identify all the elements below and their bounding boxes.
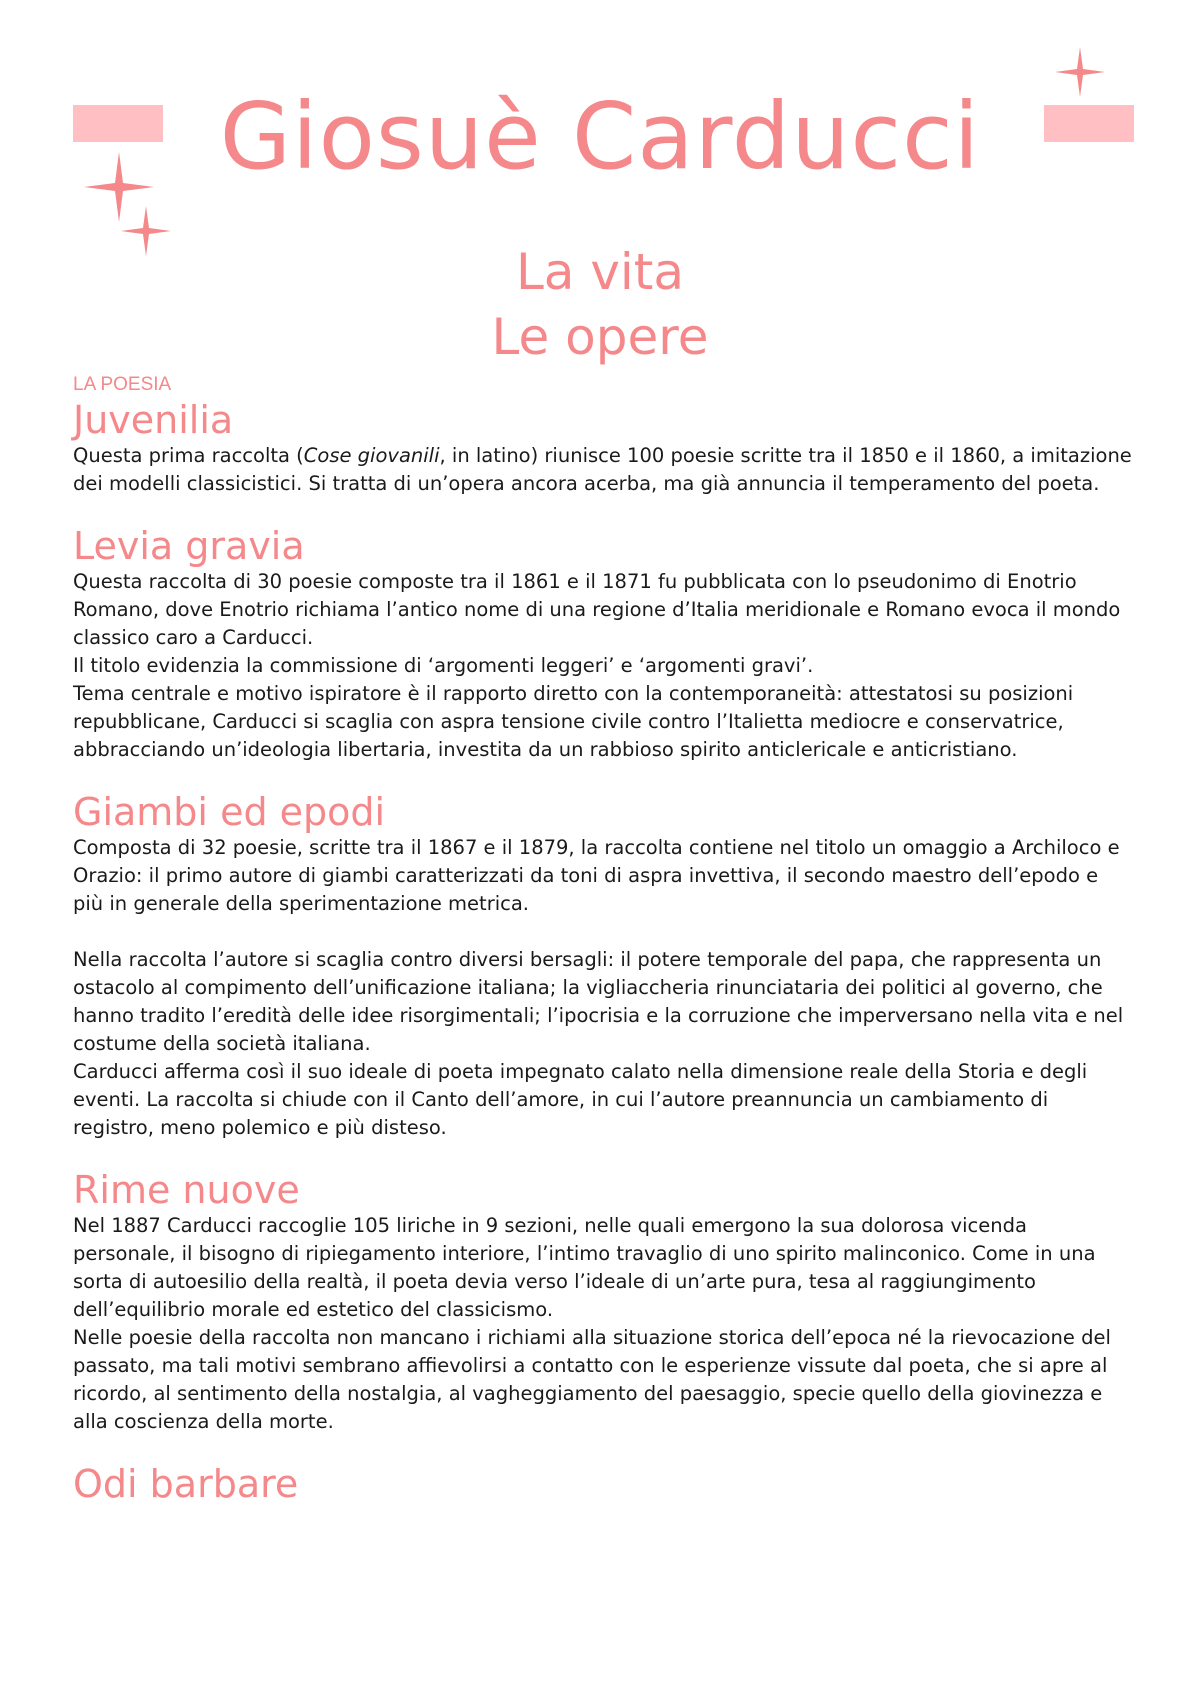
paragraph-rime-nuove-1: Nel 1887 Carducci raccoglie 105 liriche in 9 sezioni, nelle quali emergono la sua dolorosa vicenda personale, il bisogno di ripiegamento interiore, l’intimo travaglio di uno spirito malinconico. Come in una sorta di autoesilio della realtà, il poeta devia verso l’ideale di un’arte pura, tesa al raggiungimento dell’equilibrio morale ed estetico del classicismo. — [73, 1214, 1096, 1321]
section-heading-levia-gravia: Levia gravia — [73, 524, 305, 568]
paragraph-levia-gravia-2: Il titolo evidenzia la commissione di ‘argomenti leggeri’ e ‘argomenti gravi’. — [73, 654, 814, 677]
section-heading-odi-barbare: Odi barbare — [73, 1462, 299, 1506]
document-title: Giosuè Carducci — [219, 83, 981, 190]
subtitle-la-vita: La vita — [515, 243, 685, 301]
paragraph-juvenilia — [73, 442, 1133, 498]
paragraph-levia-gravia-1: Questa raccolta di 30 poesie composte tra il 1861 e il 1871 fu pubblicata con lo pseudonimo di Enotrio Romano, dove Enotrio richiama l’antico nome di una regione d’Italia meridionale e Romano evoca il mondo classico caro a Carducci. — [73, 570, 1121, 649]
paragraph-rime-nuove-2: Nelle poesie della raccolta non mancano i richiami alla situazione storica dell’epoca né la rievocazione del passato, ma tali motivi sembrano affievolirsi a contatto con le esperienze vissute dal poeta, che si apre al ricordo, al sentimento della nostalgia, al vagheggiamento del paesaggio, specie quello della giovinezza e alla coscienza della morte. — [73, 1326, 1111, 1433]
paragraph-levia-gravia-3: Tema centrale e motivo ispiratore è il rapporto diretto con la contemporaneità: attestatosi su posizioni repubblicane, Carducci si scaglia con aspra tensione civile contro l’Italietta mediocre e conservatrice, abbracciando un’ideologia libertaria, investita da un rabbioso spirito anticlericale e anticristiano. — [73, 682, 1074, 761]
italic-text: Cose giovanili — [303, 444, 440, 467]
section-heading-rime-nuove: Rime nuove — [73, 1168, 300, 1212]
paragraph-giambi-3: Carducci afferma così il suo ideale di poeta impegnato calato nella dimensione reale della Storia e degli eventi. La raccolta si chiude con il Canto dell’amore, in cui l’autore preannuncia un cambiamento di registro, meno polemico e più disteso. — [73, 1060, 1088, 1139]
paragraph-giambi-2: Nella raccolta l’autore si scaglia contro diversi bersagli: il potere temporale del papa, che rappresenta un ostacolo al compimento dell’unificazione italiana; la vigliaccheria rinunciataria dei politici al governo, che hanno tradito l’eredità delle idee risorgimentali; l’ipocrisia e la corruzione che imperversano nella vita e nel costume della società italiana. — [73, 948, 1124, 1055]
paragraph-giambi-1: Composta di 32 poesie, scritte tra il 1867 e il 1879, la raccolta contiene nel titolo un omaggio a Archiloco e Orazio: il primo autore di giambi caratterizzati da toni di aspra invettiva, il secondo maestro dell’epodo e più in generale della sperimentazione metrica. — [73, 836, 1120, 915]
section-heading-giambi-ed-epodi: Giambi ed epodi — [73, 790, 386, 834]
paragraph-text: Questa prima raccolta ( — [73, 444, 304, 467]
section-kicker: LA POESIA — [73, 374, 172, 395]
document-body — [73, 372, 1133, 1506]
section-heading-juvenilia: Juvenilia — [73, 398, 234, 442]
subtitle-le-opere: Le opere — [491, 308, 709, 366]
paragraph-text: , in latino) riunisce 100 poesie scritte tra il 1850 e il 1860, a imitazione dei modelli classicistici. Si tratta di un’opera ancora acerba, ma già annuncia il temperamento del poeta. — [73, 444, 1132, 495]
